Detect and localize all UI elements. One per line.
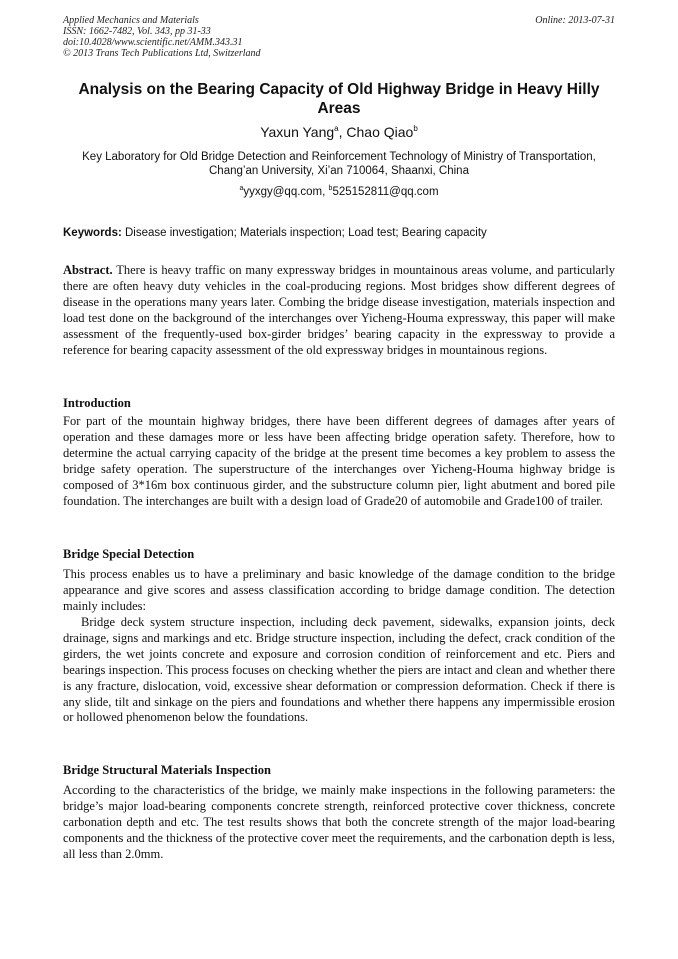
author-affil-mark: b [413, 124, 418, 133]
email-mark: b [328, 185, 333, 192]
author-name: Yaxun Yang [260, 124, 335, 140]
author-affil-mark: a [334, 124, 339, 133]
doi-line[interactable]: doi:10.4028/www.scientific.net/AMM.343.31 [63, 37, 243, 48]
section-heading-special-detection: Bridge Special Detection [63, 547, 195, 561]
abstract-label: Abstract. [63, 263, 113, 277]
online-date: Online: 2013-07-31 [535, 15, 615, 26]
abstract-text: There is heavy traffic on many expressway bridges in mountainous areas volume, and particularly there are often heavy duty vehicles in the coal-producing regions. Most bridges show different degrees of disease in the operations many years later. Combing the bridge disease investigation, materials inspection and load test done on the background of the interchanges over Yicheng-Houma expressway, this paper will make assessment of the frequently-used box-girder bridges’ bearing capacity in the expressway to provide a reference for bearing capacity assessment of the old expressway bridges in mountainous regions. [63, 263, 615, 357]
author-line [60, 124, 618, 141]
author-email[interactable]: 525152811@qq.com [332, 186, 439, 198]
abstract [63, 263, 615, 358]
copyright-line: © 2013 Trans Tech Publications Ltd, Switzerland [63, 48, 261, 59]
author-email[interactable]: yyxgy@qq.com, [243, 186, 329, 198]
journal-name: Applied Mechanics and Materials [63, 15, 199, 26]
email-mark: a [239, 185, 244, 192]
author-emails [60, 185, 618, 199]
special-detection-paragraph: This process enables us to have a preliminary and basic knowledge of the damage condition to the bridge appearance and give scores and assess classification according to bridge damage condition. The detection mainly includes: [63, 567, 615, 613]
keywords-text: Disease investigation; Materials inspection; Load test; Bearing capacity [121, 227, 487, 239]
affiliation: Key Laboratory for Old Bridge Detection and Reinforcement Technology of Ministry of Transportation, Chang’an University, Xi’an 710064, Shaanxi, China [82, 151, 596, 177]
introduction-paragraph: For part of the mountain highway bridges, there have been different degrees of damages after years of operation and these damages more or less have been affecting bridge operation safety. Therefore, how to determine the actual carrying capacity of the bridge at the present time becomes a key problem to assess the bridge safety operation. The superstructure of the interchanges over Yicheng-Houma highway bridge is composed of 3*16m box continuous girder, and the substructure column pier, light abutment and bored pile foundation. The interchanges are built with a design load of Grade20 of automobile and Grade100 of trailer. [63, 414, 615, 508]
journal-header [63, 15, 615, 59]
issn-line: ISSN: 1662-7482, Vol. 343, pp 31-33 [63, 26, 211, 37]
keywords [63, 226, 615, 240]
paper-title: Analysis on the Bearing Capacity of Old Highway Bridge in Heavy Hilly Areas [78, 81, 600, 117]
section-heading-introduction: Introduction [63, 396, 131, 410]
materials-inspection-paragraph: According to the characteristics of the bridge, we mainly make inspections in the following parameters: the bridge’s major load-bearing components concrete strength, reinforced protective cover thickness, concrete carbonation depth and etc. The test results shows that both the concrete strength of the major load-bearing components and the thickness of the protective cover meet the requirements, and the carbonation depth is less, all less than 2.0mm. [63, 783, 615, 861]
special-detection-paragraph: Bridge deck system structure inspection, including deck pavement, sidewalks, expansion joints, deck drainage, signs and markings and etc. Bridge structure inspection, including the defect, crack condition of the girders, the wet joints concrete and exposure and corrosion condition of reinforcement and etc. Piers and bearings inspection. This process focuses on checking whether the piers are intact and clean and whether there is any fracture, dislocation, void, excessive shear deformation or compression deformation. Check if there is any slide, tilt and sinkage on the piers and foundations and whether there happens any impermissible erosion or hollowed phenomenon below the foundations. [63, 615, 615, 725]
section-heading-materials-inspection: Bridge Structural Materials Inspection [63, 763, 271, 777]
author-separator: , [338, 124, 347, 140]
author-name: Chao Qiao [346, 124, 414, 140]
keywords-label: Keywords: [63, 227, 122, 239]
